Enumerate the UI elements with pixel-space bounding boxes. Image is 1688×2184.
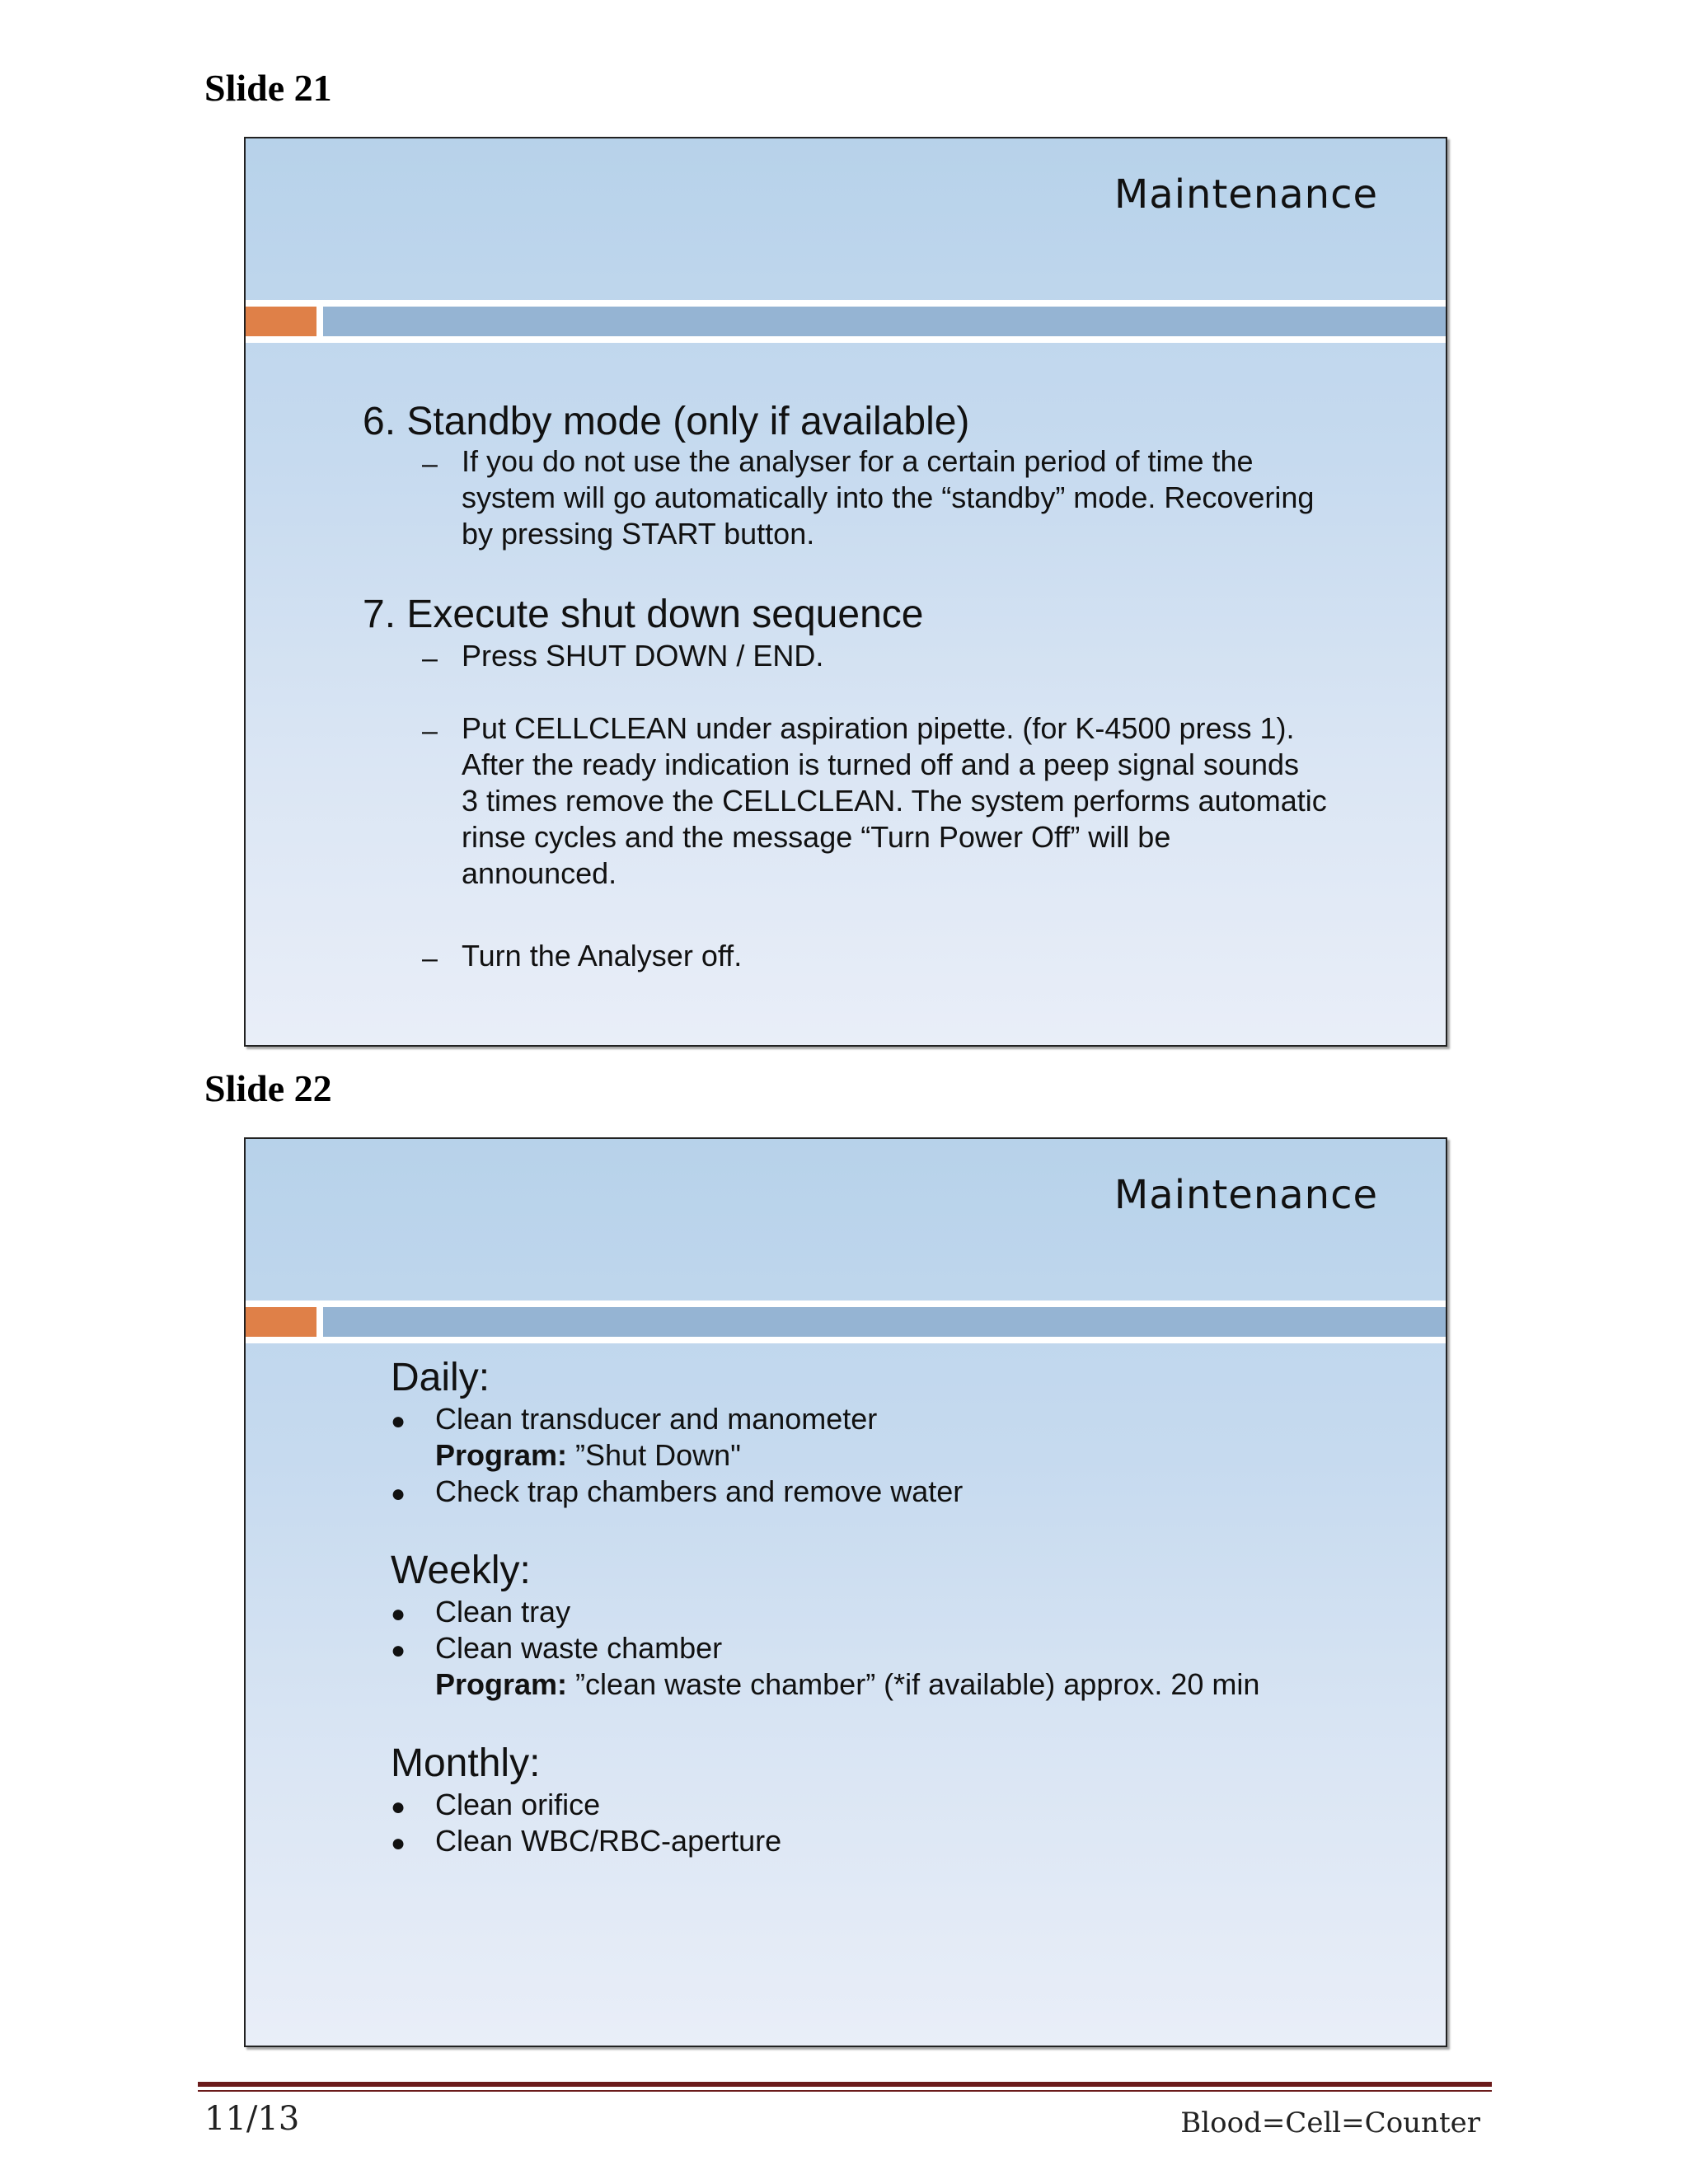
monthly-item-1: Clean orifice — [435, 1788, 601, 1821]
shutdown-step-2-line-1: Put CELLCLEAN under aspiration pipette. (for K-4500 press 1). — [462, 711, 1295, 745]
shutdown-heading: 7. Execute shut down sequence — [363, 593, 924, 636]
standby-line-2: system will go automatically into the “standby” mode. Recovering — [462, 480, 1315, 514]
standby-line-1: If you do not use the analyser for a certain period of time the — [462, 444, 1254, 478]
bullet-marker: ● — [391, 1830, 406, 1857]
monthly-item-2: Clean WBC/RBC-aperture — [435, 1824, 782, 1858]
document-title: Blood=Cell=Counter — [1180, 2107, 1480, 2139]
program-label: Program: — [435, 1667, 568, 1701]
weekly-item-1: Clean tray — [435, 1595, 571, 1629]
bullet-marker: ● — [391, 1408, 406, 1435]
program-value: ”Shut Down" — [567, 1438, 741, 1472]
bullet-marker: ● — [391, 1601, 406, 1628]
shutdown-step-3: Turn the Analyser off. — [462, 939, 743, 972]
weekly-item-2: Clean waste chamber — [435, 1631, 723, 1665]
program-value: ”clean waste chamber” (*if available) approx. 20 min — [567, 1667, 1260, 1701]
standby-line-3: by pressing START button. — [462, 517, 815, 551]
dash-marker: – — [422, 643, 438, 674]
bullet-marker: ● — [391, 1793, 406, 1821]
dash-marker: – — [422, 448, 438, 480]
daily-item-1-program — [435, 1437, 741, 1474]
bullet-marker: ● — [391, 1480, 406, 1507]
daily-heading: Daily: — [391, 1356, 490, 1399]
daily-item-2: Check trap chambers and remove water — [435, 1474, 964, 1508]
shutdown-step-2-line-5: announced. — [462, 856, 617, 890]
program-label: Program: — [435, 1438, 568, 1472]
dash-marker: – — [422, 943, 438, 974]
daily-item-1: Clean transducer and manometer — [435, 1402, 878, 1436]
slide-22-label: Slide 22 — [204, 1067, 332, 1109]
slide-22-title: Maintenance — [1114, 1172, 1378, 1218]
bullet-marker: ● — [391, 1637, 406, 1664]
footer-rule — [198, 2082, 1492, 2087]
dash-marker: – — [422, 715, 438, 747]
page-number: 11/13 — [204, 2100, 300, 2138]
shutdown-step-2-line-2: After the ready indication is turned off and a peep signal sounds — [462, 748, 1300, 781]
slide-22 — [244, 1137, 1447, 2047]
shutdown-step-2-line-4: rinse cycles and the message “Turn Power Off” will be — [462, 820, 1171, 854]
footer-rule-thin — [198, 2090, 1492, 2092]
slide-21 — [244, 137, 1447, 1047]
slide-21-title: Maintenance — [1114, 171, 1378, 218]
monthly-heading: Monthly: — [391, 1741, 541, 1785]
shutdown-step-1: Press SHUT DOWN / END. — [462, 639, 824, 673]
slide-21-label: Slide 21 — [204, 67, 332, 109]
shutdown-step-2-line-3: 3 times remove the CELLCLEAN. The system performs automatic — [462, 784, 1327, 818]
weekly-heading: Weekly: — [391, 1549, 531, 1592]
weekly-item-2-program — [435, 1666, 1259, 1703]
standby-heading: 6. Standby mode (only if available) — [363, 400, 970, 443]
